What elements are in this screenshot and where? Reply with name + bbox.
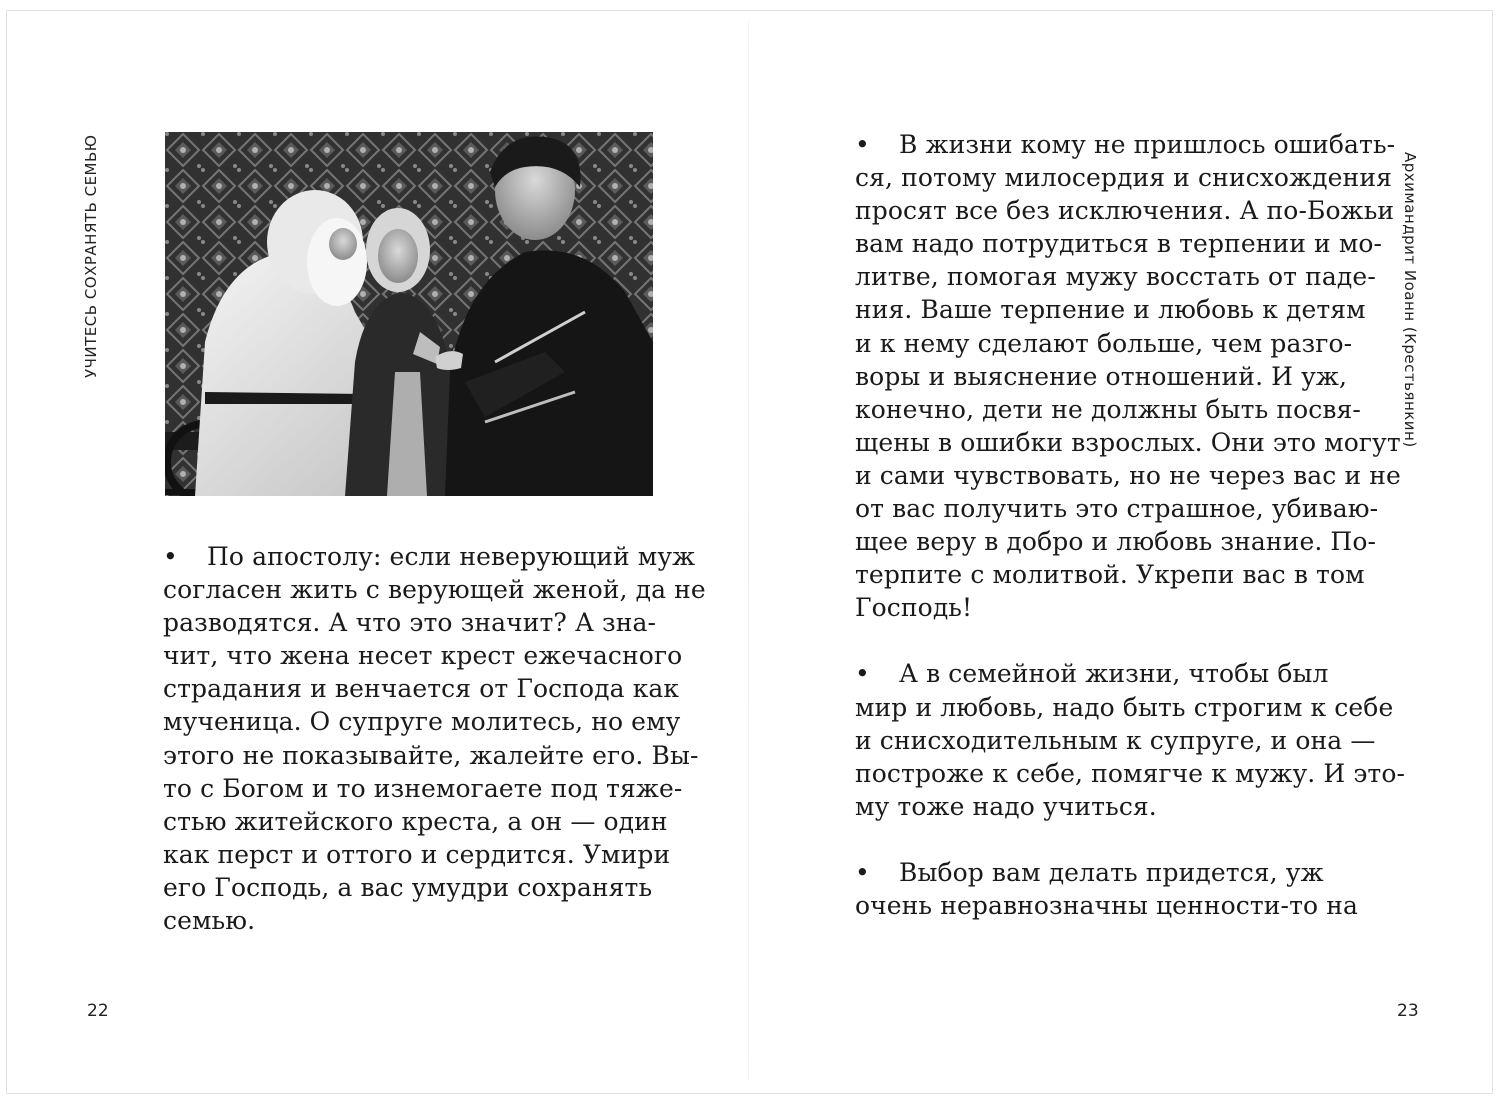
text-line: воры и выяснение отношений. И уж, [855, 361, 1348, 391]
text-line: от вас получить это страшное, убиваю- [855, 494, 1379, 524]
bullet: • [855, 130, 870, 159]
right-paragraph-1 [855, 128, 1401, 624]
text-line: мир и любовь, надо быть строгим к себе [855, 692, 1394, 722]
text-line [163, 540, 696, 573]
text-line: щее веру в добро и любовь знание. По- [855, 527, 1377, 557]
text-line-content: В жизни кому не пришлось ошибать- [899, 130, 1396, 159]
black-and-white-photo [165, 132, 653, 496]
text-line: щены в ошибки взрослых. Они это могут [855, 427, 1401, 457]
text-line: очень неравнозначны ценности-то на [855, 890, 1358, 920]
right-paragraph-3 [855, 856, 1358, 922]
text-line: как перст и оттого и сердится. Умири [163, 839, 671, 869]
text-line-content: По апостолу: если неверующий муж [207, 542, 696, 571]
text-line-content: А в семейной жизни, чтобы был [899, 659, 1329, 689]
text-line: ся, потому милосердия и снисхождения [855, 163, 1392, 193]
text-line: просят все без исключения. А по-Божьи [855, 196, 1395, 226]
text-line: вам надо потрудиться в терпении и мо- [855, 229, 1383, 259]
text-line: построже к себе, помягче к мужу. И это- [855, 758, 1406, 788]
text-line: согласен жить с верующей женой, да не [163, 575, 706, 605]
right-paragraph-2 [855, 657, 1406, 822]
text-line [855, 128, 1396, 161]
text-line: стью житейского креста, а он — один [163, 806, 668, 836]
text-line: чит, что жена несет крест ежечасного [163, 641, 683, 671]
text-line: и сами чувствовать, но не через вас и не [855, 460, 1401, 490]
text-line: и снисходительным к супруге, и она — [855, 725, 1376, 755]
bullet: • [855, 857, 870, 887]
bullet: • [163, 542, 178, 571]
text-line: конечно, дети не должны быть посвя- [855, 394, 1361, 424]
bullet: • [855, 659, 870, 689]
text-line: терпите с молитвой. Укрепи вас в том [855, 560, 1365, 590]
right-page-number: 23 [1397, 1001, 1419, 1021]
text-line: мученица. О супруге молитесь, но ему [163, 707, 681, 737]
left-paragraph [163, 540, 706, 937]
text-line: страдания и венчается от Господа как [163, 674, 680, 704]
text-line: его Господь, а вас умудри сохранять [163, 872, 653, 902]
left-page-number: 22 [87, 1001, 109, 1021]
book-gutter [748, 20, 749, 1080]
text-line: разводятся. А что это значит? А зна- [163, 608, 657, 638]
photo-illustration [165, 132, 653, 496]
text-line: Господь! [855, 593, 973, 623]
text-line: семью. [163, 906, 256, 936]
text-line [855, 856, 1355, 889]
text-line: литве, помогая мужу восстать от паде- [855, 262, 1376, 292]
text-line: му тоже надо учиться. [855, 791, 1157, 821]
text-line: и к нему сделают больше, чем разго- [855, 328, 1353, 358]
text-line [855, 657, 1355, 690]
left-text-column [163, 540, 706, 970]
right-text-column [855, 128, 1406, 955]
text-line: этого не показывайте, жалейте его. Вы- [163, 740, 699, 770]
text-line: ния. Ваше терпение и любовь к детям [855, 295, 1366, 325]
right-running-head: Архимандрит Иоанн (Крестьянкин) [1401, 152, 1419, 448]
left-running-head: УЧИТЕСЬ СОХРАНЯТЬ СЕМЬЮ [82, 134, 100, 378]
text-line-content: Выбор вам делать придется, уж [899, 857, 1324, 887]
text-line: то с Богом и то изнемогаете под тяже- [163, 773, 683, 803]
